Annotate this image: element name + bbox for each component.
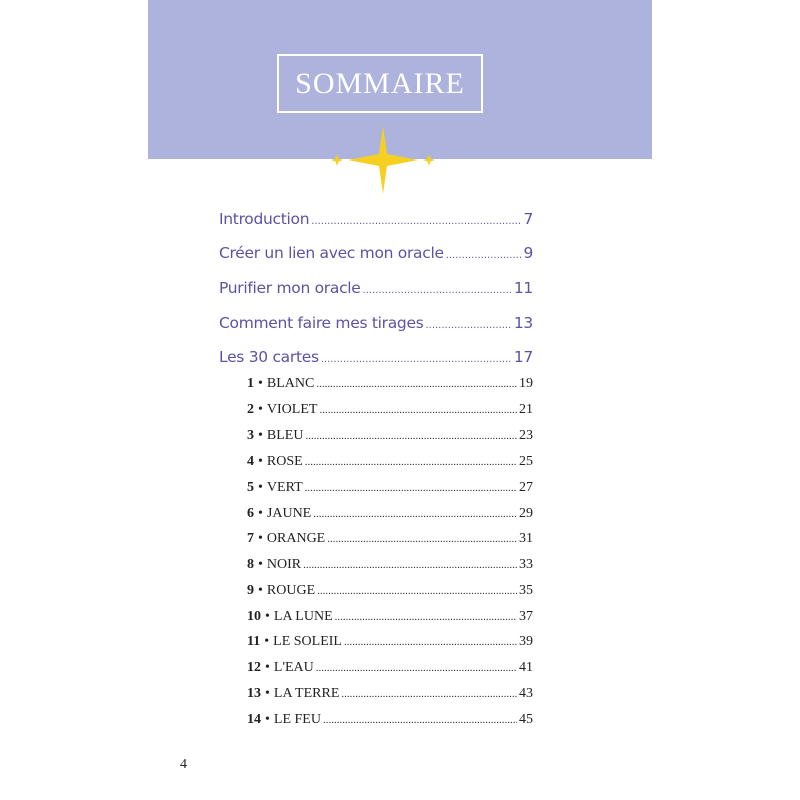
- toc-dot-leader: [446, 250, 522, 261]
- toc-dot-leader: [313, 508, 517, 520]
- toc-dot-leader: [327, 533, 517, 545]
- bullet-separator: •: [265, 712, 270, 727]
- card-number: 13: [247, 686, 261, 701]
- card-page: 25: [519, 454, 533, 469]
- card-page: 41: [519, 660, 533, 675]
- toc-dot-leader: [323, 714, 517, 726]
- toc-entry-page: 13: [513, 314, 533, 332]
- bullet-separator: •: [258, 506, 263, 521]
- card-number: 6: [247, 506, 254, 521]
- toc-dot-leader: [321, 354, 512, 365]
- card-number: 9: [247, 583, 254, 598]
- toc-dot-leader: [344, 636, 517, 648]
- toc-dot-leader: [305, 430, 517, 442]
- toc-card-entry[interactable]: [247, 454, 533, 474]
- toc-dot-leader: [305, 456, 517, 468]
- card-page: 37: [519, 609, 533, 624]
- page-number: 4: [180, 757, 187, 772]
- toc-entry-label: Purifier mon oracle: [219, 279, 361, 297]
- toc-card-entry[interactable]: [247, 428, 533, 448]
- toc-dot-leader: [425, 320, 511, 331]
- toc-entry-label: Introduction: [219, 210, 310, 228]
- bullet-separator: •: [258, 480, 263, 495]
- toc-entry-introduction[interactable]: [219, 210, 533, 234]
- card-label: VIOLET: [266, 402, 318, 417]
- card-label: JAUNE: [266, 506, 312, 521]
- toc-dot-leader: [363, 285, 512, 296]
- bullet-separator: •: [258, 583, 263, 598]
- toc-entry-tirages[interactable]: [219, 314, 533, 338]
- card-page: 21: [519, 402, 533, 417]
- card-page: 39: [519, 634, 533, 649]
- toc-card-entry[interactable]: [247, 506, 533, 526]
- card-label: VERT: [266, 480, 303, 495]
- bullet-separator: •: [258, 376, 263, 391]
- card-label: NOIR: [266, 557, 302, 572]
- card-number: 3: [247, 428, 254, 443]
- bullet-separator: •: [265, 686, 270, 701]
- toc-dot-leader: [319, 404, 517, 416]
- card-page: 31: [519, 531, 533, 546]
- toc-card-entry[interactable]: [247, 480, 533, 500]
- card-page: 35: [519, 583, 533, 598]
- toc-entry-page: 11: [513, 279, 533, 297]
- bullet-separator: •: [258, 428, 263, 443]
- card-page: 27: [519, 480, 533, 495]
- card-label: BLEU: [266, 428, 304, 443]
- bullet-separator: •: [258, 531, 263, 546]
- toc-card-entry[interactable]: [247, 531, 533, 551]
- toc-entry-page: 9: [523, 244, 533, 262]
- card-number: 10: [247, 609, 261, 624]
- bullet-separator: •: [258, 402, 263, 417]
- card-number: 14: [247, 712, 261, 727]
- toc-dot-leader: [303, 559, 517, 571]
- card-label: ROUGE: [266, 583, 316, 598]
- sparkle-star-icon: [328, 124, 438, 196]
- card-label: ROSE: [266, 454, 303, 469]
- toc-card-entry[interactable]: [247, 376, 533, 396]
- toc-card-entry[interactable]: [247, 660, 533, 680]
- card-number: 8: [247, 557, 254, 572]
- toc-card-entry[interactable]: [247, 712, 533, 732]
- toc-entry-purifier[interactable]: [219, 279, 533, 303]
- card-label: ORANGE: [266, 531, 326, 546]
- toc-entry-label: Comment faire mes tirages: [219, 314, 424, 332]
- card-page: 29: [519, 506, 533, 521]
- card-label: L'EAU: [273, 660, 314, 675]
- toc-dot-leader: [316, 662, 517, 674]
- bullet-separator: •: [258, 557, 263, 572]
- card-page: 23: [519, 428, 533, 443]
- card-page: 45: [519, 712, 533, 727]
- card-number: 11: [247, 634, 261, 649]
- card-number: 5: [247, 480, 254, 495]
- bullet-separator: •: [265, 609, 270, 624]
- card-number: 2: [247, 402, 254, 417]
- page-title: SOMMAIRE: [295, 66, 465, 100]
- card-label: LE SOLEIL: [273, 634, 342, 649]
- toc-entry-page: 17: [513, 348, 533, 366]
- bullet-separator: •: [258, 454, 263, 469]
- card-page: 19: [519, 376, 533, 391]
- card-number: 12: [247, 660, 261, 675]
- toc-card-entry[interactable]: [247, 634, 533, 654]
- card-number: 7: [247, 531, 254, 546]
- toc-entry-label: Les 30 cartes: [219, 348, 319, 366]
- title-box: [277, 54, 483, 113]
- toc-dot-leader: [317, 585, 517, 597]
- toc-dot-leader: [305, 482, 517, 494]
- toc-entry-page: 7: [523, 210, 533, 228]
- card-page: 43: [519, 686, 533, 701]
- card-number: 1: [247, 376, 254, 391]
- toc-dot-leader: [311, 216, 521, 227]
- bullet-separator: •: [265, 660, 270, 675]
- toc-card-entry[interactable]: [247, 402, 533, 422]
- card-label: LE FEU: [273, 712, 321, 727]
- toc-card-entry[interactable]: [247, 609, 533, 629]
- toc-entry-creer-un-lien[interactable]: [219, 244, 533, 268]
- toc-dot-leader: [341, 688, 517, 700]
- toc-card-entry[interactable]: [247, 686, 533, 706]
- toc-card-entry[interactable]: [247, 583, 533, 603]
- toc-dot-leader: [316, 378, 517, 390]
- toc-dot-leader: [335, 611, 517, 623]
- card-page: 33: [519, 557, 533, 572]
- card-label: LA TERRE: [273, 686, 340, 701]
- card-label: BLANC: [266, 376, 315, 391]
- bullet-separator: •: [264, 634, 270, 649]
- card-number: 4: [247, 454, 254, 469]
- card-label: LA LUNE: [273, 609, 333, 624]
- toc-entry-les-30-cartes[interactable]: [219, 348, 533, 372]
- toc-card-entry[interactable]: [247, 557, 533, 577]
- toc-entry-label: Créer un lien avec mon oracle: [219, 244, 444, 262]
